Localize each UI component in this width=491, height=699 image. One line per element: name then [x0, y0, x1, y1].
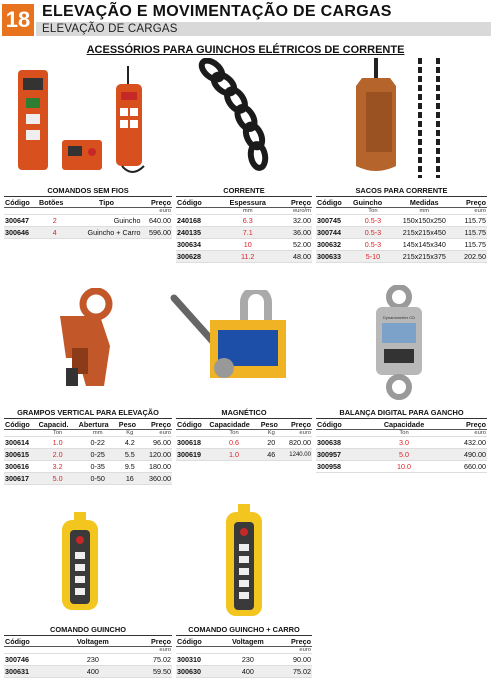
- column-header: Abertura: [78, 419, 118, 430]
- cell-weight: 9.5: [118, 461, 142, 473]
- cell-capacity: 10.0: [365, 461, 443, 473]
- column-header: Preço: [455, 197, 487, 208]
- column-header: Preço: [443, 419, 487, 430]
- table-row: [4, 215, 172, 227]
- table-row: [316, 461, 487, 473]
- column-header: Voltagem: [220, 636, 276, 647]
- table-title: COMANDOS SEM FIOS: [4, 186, 172, 197]
- cell-type: Guincho + Carro: [72, 227, 142, 239]
- table-title: CORRENTE: [176, 186, 312, 197]
- cell-thickness: 11.2: [218, 251, 278, 263]
- table-row: [4, 473, 172, 485]
- cell-weight: 4.2: [118, 437, 142, 449]
- cell-price: 75.02: [276, 666, 312, 678]
- table-row: [316, 239, 487, 251]
- table-row: [4, 461, 172, 473]
- unit-label: euro: [283, 430, 312, 437]
- scale-brand-label: Dynamometer CD: [382, 315, 416, 320]
- cell-capacity: 5.0: [38, 473, 78, 485]
- page-title: ELEVAÇÃO E MOVIMENTAÇÃO DE CARGAS: [42, 3, 392, 20]
- cell-price: 32.00: [278, 215, 312, 227]
- cell-type: Guincho: [72, 215, 142, 227]
- column-header: Voltagem: [58, 636, 127, 647]
- comando-guincho-table: [4, 625, 172, 678]
- column-header: Código: [176, 636, 220, 647]
- cell-code: 300310: [176, 654, 220, 666]
- cell-price: 96.00: [142, 437, 172, 449]
- cell-thickness: 6.3: [218, 215, 278, 227]
- comandos-sem-fios-table: [4, 186, 172, 239]
- cell-size: 150x150x250: [394, 215, 455, 227]
- chain-image: [192, 58, 302, 178]
- cell-code: 300634: [176, 239, 218, 251]
- table-title: COMANDO GUINCHO: [4, 625, 172, 636]
- cell-price: 596.00: [141, 227, 172, 239]
- cell-price: 115.75: [455, 239, 487, 251]
- table-row: [176, 215, 312, 227]
- column-header: Preço: [276, 636, 312, 647]
- cell-code: 240168: [176, 215, 218, 227]
- column-header: Tipo: [72, 197, 142, 208]
- table-title: GRAMPOS VERTICAL PARA ELEVAÇÃO: [4, 408, 172, 419]
- column-header: Preço: [127, 636, 172, 647]
- column-header: Botões: [38, 197, 72, 208]
- cell-voltage: 230: [220, 654, 276, 666]
- cell-weight: 16: [118, 473, 142, 485]
- unit-label: Ton: [208, 430, 259, 437]
- cell-price: 180.00: [142, 461, 172, 473]
- cell-code: 300638: [316, 437, 365, 449]
- chain-bag-image: [340, 58, 460, 182]
- cell-size: 215x215x450: [394, 227, 455, 239]
- column-header: Código: [176, 197, 218, 208]
- unit-label: Ton: [365, 430, 443, 437]
- cell-code: 300647: [4, 215, 38, 227]
- cell-size: 215x215x375: [394, 251, 455, 263]
- cell-price: 90.00: [276, 654, 312, 666]
- column-header: Peso: [118, 419, 142, 430]
- cell-hoist: 0.5-3: [352, 239, 394, 251]
- cell-code: 300618: [176, 437, 208, 449]
- unit-label: mm: [394, 208, 455, 215]
- corrente-table: [176, 186, 312, 263]
- cell-price: 1240.00: [283, 449, 312, 461]
- column-header: Código: [316, 419, 365, 430]
- cell-price: 202.50: [455, 251, 487, 263]
- cell-code: 300744: [316, 227, 352, 239]
- cell-code: 300958: [316, 461, 365, 473]
- page-subtitle: ELEVAÇÃO DE CARGAS: [42, 23, 178, 35]
- cell-price: 115.75: [455, 227, 487, 239]
- cell-price: 52.00: [278, 239, 312, 251]
- column-header: Preço: [278, 197, 312, 208]
- column-header: Peso: [260, 419, 283, 430]
- cell-code: 300630: [176, 666, 220, 678]
- cell-hoist: 5-10: [352, 251, 394, 263]
- comando-guincho-carro-table: [176, 625, 312, 678]
- unit-label: mm: [78, 430, 118, 437]
- cell-price: 59.50: [127, 666, 172, 678]
- page-number: 18: [2, 4, 34, 36]
- column-header: Preço: [283, 419, 312, 430]
- column-header: Código: [4, 197, 38, 208]
- cell-code: 300619: [176, 449, 208, 461]
- unit-label: Ton: [38, 430, 78, 437]
- cell-size: 145x145x340: [394, 239, 455, 251]
- column-header: Preço: [141, 197, 172, 208]
- unit-label: euro: [142, 430, 172, 437]
- column-header: Guincho: [352, 197, 394, 208]
- unit-label: euro/m: [278, 208, 312, 215]
- cell-buttons: 4: [38, 227, 72, 239]
- cell-thickness: 10: [218, 239, 278, 251]
- cell-capacity: 1.0: [208, 449, 259, 461]
- column-header: Código: [4, 636, 58, 647]
- cell-code: 300631: [4, 666, 58, 678]
- column-header: Código: [316, 197, 352, 208]
- cell-price: 432.00: [443, 437, 487, 449]
- table-row: [176, 251, 312, 263]
- table-title: BALANÇA DIGITAL PARA GANCHO: [316, 408, 487, 419]
- unit-label: euro: [141, 208, 172, 215]
- table-row: [176, 666, 312, 678]
- cell-code: 240135: [176, 227, 218, 239]
- column-header: Preço: [142, 419, 172, 430]
- cell-code: 300628: [176, 251, 218, 263]
- digital-scale-image: [370, 285, 428, 400]
- table-row: [4, 654, 172, 666]
- table-row: [176, 449, 312, 461]
- cell-price: 660.00: [443, 461, 487, 473]
- table-row: [176, 654, 312, 666]
- table-row: [4, 449, 172, 461]
- cell-voltage: 230: [58, 654, 127, 666]
- cell-capacity: 3.2: [38, 461, 78, 473]
- table-row: [176, 239, 312, 251]
- cell-thickness: 7.1: [218, 227, 278, 239]
- cell-price: 75.02: [127, 654, 172, 666]
- cell-capacity: 2.0: [38, 449, 78, 461]
- cell-capacity: 3.0: [365, 437, 443, 449]
- cell-opening: 0-35: [78, 461, 118, 473]
- sacos-corrente-table: [316, 186, 487, 263]
- table-row: [176, 227, 312, 239]
- magnetic-lifter-image: [168, 290, 290, 395]
- column-header: Código: [4, 419, 38, 430]
- cell-code: 300746: [4, 654, 58, 666]
- cell-capacity: 0.6: [208, 437, 259, 449]
- unit-label: euro: [443, 430, 487, 437]
- column-header: Código: [176, 419, 208, 430]
- column-header: Espessura: [218, 197, 278, 208]
- pendant-control-image: [58, 512, 102, 612]
- cell-price: 640.00: [141, 215, 172, 227]
- vertical-clamp-image: [32, 288, 132, 398]
- cell-price: 490.00: [443, 449, 487, 461]
- table-title: SACOS PARA CORRENTE: [316, 186, 487, 197]
- table-title: COMANDO GUINCHO + CARRO: [176, 625, 312, 636]
- cell-code: 300614: [4, 437, 38, 449]
- cell-capacity: 1.0: [38, 437, 78, 449]
- balanca-table: [316, 408, 487, 473]
- cell-voltage: 400: [58, 666, 127, 678]
- section-title: ACESSÓRIOS PARA GUINCHOS ELÉTRICOS DE CORRENTE: [86, 44, 405, 56]
- cell-code: 300957: [316, 449, 365, 461]
- cell-code: 300633: [316, 251, 352, 263]
- cell-code: 300745: [316, 215, 352, 227]
- cell-code: 300615: [4, 449, 38, 461]
- cell-weight: 5.5: [118, 449, 142, 461]
- table-row: [4, 227, 172, 239]
- table-row: [316, 437, 487, 449]
- table-row: [316, 449, 487, 461]
- cell-weight: 46: [260, 449, 283, 461]
- cell-price: 360.00: [142, 473, 172, 485]
- cell-hoist: 0.5-3: [352, 215, 394, 227]
- unit-label: euro: [455, 208, 487, 215]
- table-row: [316, 251, 487, 263]
- table-row: [316, 215, 487, 227]
- unit-label: Kg: [260, 430, 283, 437]
- column-header: Medidas: [394, 197, 455, 208]
- unit-label: euro: [127, 647, 172, 654]
- table-row: [316, 227, 487, 239]
- cell-price: 48.00: [278, 251, 312, 263]
- magnetico-table: [176, 408, 312, 461]
- column-header: Capacidade: [208, 419, 259, 430]
- cell-voltage: 400: [220, 666, 276, 678]
- cell-opening: 0-22: [78, 437, 118, 449]
- cell-weight: 20: [260, 437, 283, 449]
- unit-label: euro: [276, 647, 312, 654]
- cell-price: 120.00: [142, 449, 172, 461]
- cell-code: 300646: [4, 227, 38, 239]
- remote-controls-image: [12, 64, 162, 179]
- pendant-control-trolley-image: [222, 504, 266, 619]
- cell-code: 300616: [4, 461, 38, 473]
- table-row: [4, 666, 172, 678]
- cell-price: 36.00: [278, 227, 312, 239]
- unit-label: Ton: [352, 208, 394, 215]
- cell-code: 300617: [4, 473, 38, 485]
- cell-capacity: 5.0: [365, 449, 443, 461]
- unit-label: mm: [218, 208, 278, 215]
- unit-label: Kg: [118, 430, 142, 437]
- table-title: MAGNÉTICO: [176, 408, 312, 419]
- cell-opening: 0-25: [78, 449, 118, 461]
- cell-price: 820.00: [283, 437, 312, 449]
- table-row: [176, 437, 312, 449]
- grampos-table: [4, 408, 172, 485]
- cell-buttons: 2: [38, 215, 72, 227]
- table-row: [4, 437, 172, 449]
- cell-price: 115.75: [455, 215, 487, 227]
- cell-code: 300632: [316, 239, 352, 251]
- column-header: Capacid.: [38, 419, 78, 430]
- cell-hoist: 0.5-3: [352, 227, 394, 239]
- cell-opening: 0-50: [78, 473, 118, 485]
- column-header: Capacidade: [365, 419, 443, 430]
